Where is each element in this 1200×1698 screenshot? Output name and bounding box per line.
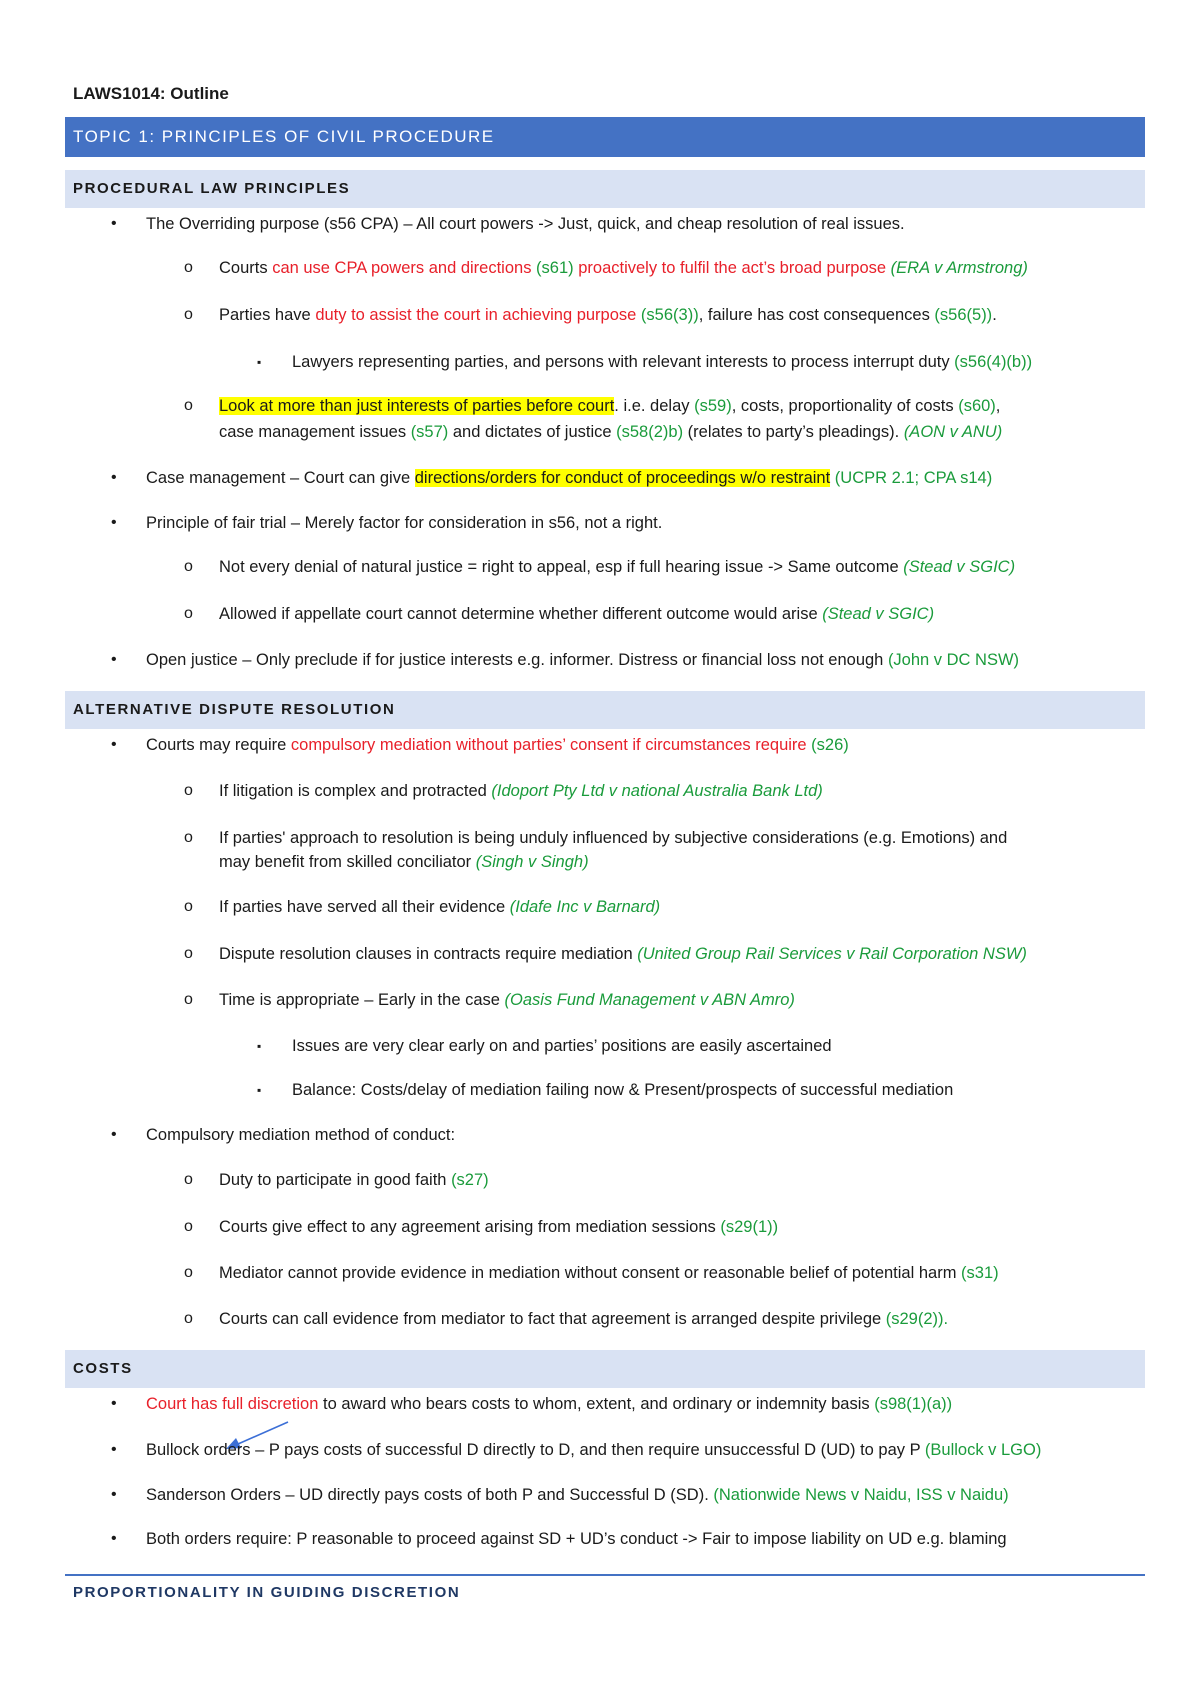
- list-item: Courts can call evidence from mediator to fact that agreement is arranged despite privilege (s29(2)).: [219, 1310, 949, 1328]
- bullet: •: [111, 469, 117, 486]
- bullet: o: [184, 306, 193, 323]
- list-item: If parties' approach to resolution is being unduly influenced by subjective considerations (e.g. Emotions) and: [219, 829, 1008, 847]
- bullet: ▪: [257, 1083, 262, 1097]
- list-item: Courts can use CPA powers and directions (s61) proactively to fulfil the act’s broad purpose (ERA v Armstrong): [219, 259, 1028, 277]
- list-item: If litigation is complex and protracted (Idoport Pty Ltd v national Australia Bank Ltd): [219, 782, 823, 800]
- list-item: Duty to participate in good faith (s27): [219, 1171, 489, 1189]
- list-item: If parties have served all their evidence (Idafe Inc v Barnard): [219, 898, 661, 916]
- list-item: Dispute resolution clauses in contracts require mediation (United Group Rail Services v Rail Corporation NSW): [219, 945, 1027, 963]
- list-item: Lawyers representing parties, and persons with relevant interests to process interrupt duty (s56(4)(b)): [292, 353, 1033, 371]
- bullet: •: [111, 215, 117, 232]
- bullet: o: [184, 259, 193, 276]
- list-item: Open justice – Only preclude if for justice interests e.g. informer. Distress or financial loss not enough (John v DC NSW): [146, 651, 1020, 669]
- list-item: Principle of fair trial – Merely factor for consideration in s56, not a right.: [146, 514, 663, 532]
- bullet: o: [184, 945, 193, 962]
- list-item: Compulsory mediation method of conduct:: [146, 1126, 456, 1144]
- list-item: Case management – Court can give directions/orders for conduct of proceedings w/o restraint (UCPR 2.1; CPA s14): [146, 469, 993, 487]
- list-item: Sanderson Orders – UD directly pays costs of both P and Successful D (SD). (Nationwide News v Naidu, ISS v Naidu): [146, 1486, 1009, 1504]
- list-item: Both orders require: P reasonable to proceed against SD + UD’s conduct -> Fair to impose liability on UD e.g. blaming: [146, 1530, 1007, 1548]
- bullet: ▪: [257, 355, 262, 369]
- list-item: Courts may require compulsory mediation without parties’ consent if circumstances require (s26): [146, 736, 849, 754]
- bullet: •: [111, 1126, 117, 1143]
- bullet: o: [184, 558, 193, 575]
- bullet: •: [111, 651, 117, 668]
- bullet: o: [184, 1310, 193, 1327]
- bullet: o: [184, 782, 193, 799]
- bullet: •: [111, 1441, 117, 1458]
- list-item: The Overriding purpose (s56 CPA) – All court powers -> Just, quick, and cheap resolution of real issues.: [146, 215, 905, 233]
- bullet: o: [184, 1171, 193, 1188]
- list-item-continuation: may benefit from skilled conciliator (Singh v Singh): [219, 853, 589, 871]
- list-item: Time is appropriate – Early in the case (Oasis Fund Management v ABN Amro): [219, 991, 795, 1009]
- bullet: •: [111, 1530, 117, 1547]
- topic-heading: TOPIC 1: PRINCIPLES OF CIVIL PROCEDURE: [65, 117, 1145, 157]
- list-item: Bullock orders – P pays costs of successful D directly to D, and then require unsuccessful D (UD) to pay P (Bullock v LGO): [146, 1441, 1042, 1459]
- list-item: Not every denial of natural justice = right to appeal, esp if full hearing issue -> Same outcome (Stead v SGIC): [219, 558, 1016, 576]
- section-heading-costs: COSTS: [65, 1350, 1145, 1388]
- bullet: o: [184, 397, 193, 414]
- document-title: LAWS1014: Outline: [73, 84, 229, 103]
- list-item: Mediator cannot provide evidence in mediation without consent or reasonable belief of potential harm (s31): [219, 1264, 999, 1282]
- list-item-continuation: case management issues (s57) and dictates of justice (s58(2)b) (relates to party’s pleadings). (AON v ANU): [219, 423, 1003, 441]
- list-item: Parties have duty to assist the court in achieving purpose (s56(3)), failure has cost consequences (s56(5)).: [219, 306, 997, 324]
- bullet: ▪: [257, 1039, 262, 1053]
- bullet: •: [111, 1395, 117, 1412]
- section-heading-adr: ALTERNATIVE DISPUTE RESOLUTION: [65, 691, 1145, 729]
- list-item: Court has full discretion to award who bears costs to whom, extent, and ordinary or indemnity basis (s98(1)(a)): [146, 1395, 953, 1413]
- list-item: Courts give effect to any agreement arising from mediation sessions (s29(1)): [219, 1218, 779, 1236]
- bullet: •: [111, 1486, 117, 1503]
- bullet: o: [184, 991, 193, 1008]
- bullet: o: [184, 1264, 193, 1281]
- list-item: Issues are very clear early on and parties’ positions are easily ascertained: [292, 1037, 832, 1055]
- bullet: •: [111, 736, 117, 753]
- list-item: Look at more than just interests of parties before court. i.e. delay (s59), costs, proportionality of costs (s60),: [219, 397, 1001, 415]
- list-item: Allowed if appellate court cannot determine whether different outcome would arise (Stead v SGIC): [219, 605, 935, 623]
- list-item: Balance: Costs/delay of mediation failing now & Present/prospects of successful mediation: [292, 1081, 954, 1099]
- bullet: o: [184, 605, 193, 622]
- bullet: o: [184, 1218, 193, 1235]
- bullet: o: [184, 829, 193, 846]
- bullet: o: [184, 898, 193, 915]
- bullet: •: [111, 514, 117, 531]
- section-heading-proportionality: PROPORTIONALITY IN GUIDING DISCRETION: [65, 1574, 1145, 1608]
- section-heading-procedural: PROCEDURAL LAW PRINCIPLES: [65, 170, 1145, 208]
